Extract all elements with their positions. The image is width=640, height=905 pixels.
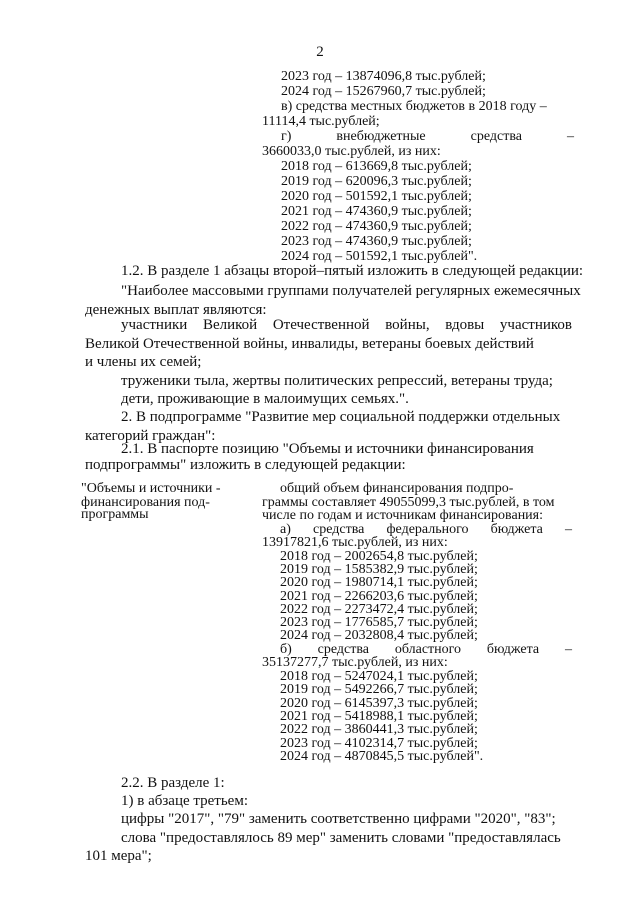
table-right-line: 2019 год – 1585382,9 тыс.рублей; [280,562,478,577]
word: г) [281,129,292,144]
word: – [567,129,574,144]
word: – [564,642,572,657]
table-right-line: 2020 год – 6145397,3 тыс.рублей; [280,696,478,711]
text-line: 3660033,0 тыс.рублей, из них: [262,144,441,159]
text-line: 2023 год – 474360,9 тыс.рублей; [281,234,472,249]
table-right-line: 2019 год – 5492266,7 тыс.рублей; [280,682,478,697]
table-right-line: 2021 год – 2266203,6 тыс.рублей; [280,589,478,604]
word: средства [317,642,369,657]
text-line: 2023 год – 13874096,8 тыс.рублей; [281,69,486,84]
text-line: 2024 год – 15267960,7 тыс.рублей; [281,84,486,99]
table-right-line: 13917821,6 тыс.рублей, из них: [262,535,448,550]
word: Отечественной [272,317,370,333]
table-right-line: 2024 год – 2032808,4 тыс.рублей; [280,628,478,643]
section-2-line: 2. В подпрограмме "Развитие мер социальной поддержки отдельных [121,409,561,425]
section-2-1-line: подпрограммы" изложить в следующей редакции: [85,457,406,473]
word: федерального [386,522,469,537]
table-right-line: 2021 год – 5418988,1 тыс.рублей; [280,709,478,724]
paragraph-line: дети, проживающие в малоимущих семьях.". [121,391,409,407]
text-line: в) средства местных бюджетов в 2018 году – [281,99,547,114]
word: Великой [202,317,258,333]
text-line-justified [281,129,574,144]
section-2-line: категорий граждан": [85,428,216,444]
paragraph-line-justified [121,316,572,335]
paragraph-line: 101 мера"; [85,848,152,864]
word: областного [394,642,462,657]
word: внебюджетные [336,129,426,144]
table-right-line: 2018 год – 5247024,1 тыс.рублей; [280,669,478,684]
page-number: 2 [316,44,324,60]
word: участников [499,317,572,333]
text-line: 2021 год – 474360,9 тыс.рублей; [281,204,472,219]
word: участники [121,317,188,333]
table-right-line: 35137277,7 тыс.рублей, из них: [262,655,448,670]
table-right-line: 2020 год – 1980714,1 тыс.рублей; [280,575,478,590]
section-2-2-heading: 2.2. В разделе 1: [121,775,225,791]
text-line: 2019 год – 620096,3 тыс.рублей; [281,174,472,189]
word: – [564,522,572,537]
paragraph-line: "Наиболее массовыми группами получателей регулярных ежемесячных [121,283,581,299]
paragraph-line: цифры "2017", "79" заменить соответственно цифрами "2020", "83"; [121,811,556,827]
word: средства [313,522,365,537]
paragraph-line: и члены их семей; [85,354,202,370]
section-2-1-line: 2.1. В паспорте позицию "Объемы и источники финансирования [121,441,534,457]
table-right-line: общий объем финансирования подпро- [280,481,514,496]
word: войны, [385,317,430,333]
table-right-line: 2018 год – 2002654,8 тыс.рублей; [280,549,478,564]
table-right-line: числе по годам и источникам финансирования: [262,508,544,523]
word: средства [470,129,522,144]
paragraph-line: труженики тыла, жертвы политических репрессий, ветераны труда; [121,373,553,389]
word: а) [280,522,291,537]
table-right-line: 2024 год – 4870845,5 тыс.рублей". [280,749,484,764]
paragraph-line: слова "предоставлялось 89 мер" заменить словами "предоставлялась [121,830,561,846]
table-right-line: 2022 год – 2273472,4 тыс.рублей; [280,602,478,617]
table-right-line: граммы составляет 49055099,3 тыс.рублей, в том [262,495,555,510]
paragraph-line: Великой Отечественной войны, инвалиды, ветераны боевых действий [85,336,534,352]
word: бюджета [486,642,540,657]
table-right-line: 2022 год – 3860441,3 тыс.рублей; [280,722,478,737]
word: б) [280,642,292,657]
text-line: 2018 год – 613669,8 тыс.рублей; [281,159,472,174]
text-line: 2020 год – 501592,1 тыс.рублей; [281,189,472,204]
table-left-line: "Объемы и источники - [81,481,221,496]
section-1-2-heading: 1.2. В разделе 1 абзацы второй–пятый изложить в следующей редакции: [121,263,584,279]
paragraph-line: 1) в абзаце третьем: [121,793,248,809]
paragraph-line: денежных выплат являются: [85,302,267,318]
table-right-line: 2023 год – 4102314,7 тыс.рублей; [280,736,478,751]
word: бюджета [490,522,543,537]
table-right-line: 2023 год – 1776585,7 тыс.рублей; [280,615,478,630]
table-left-line: финансирования под- [81,495,210,510]
text-line: 11114,4 тыс.рублей; [262,114,380,129]
text-line: 2024 год – 501592,1 тыс.рублей". [281,249,478,264]
text-line: 2022 год – 474360,9 тыс.рублей; [281,219,472,234]
word: вдовы [445,317,485,333]
table-left-line: программы [81,507,149,522]
